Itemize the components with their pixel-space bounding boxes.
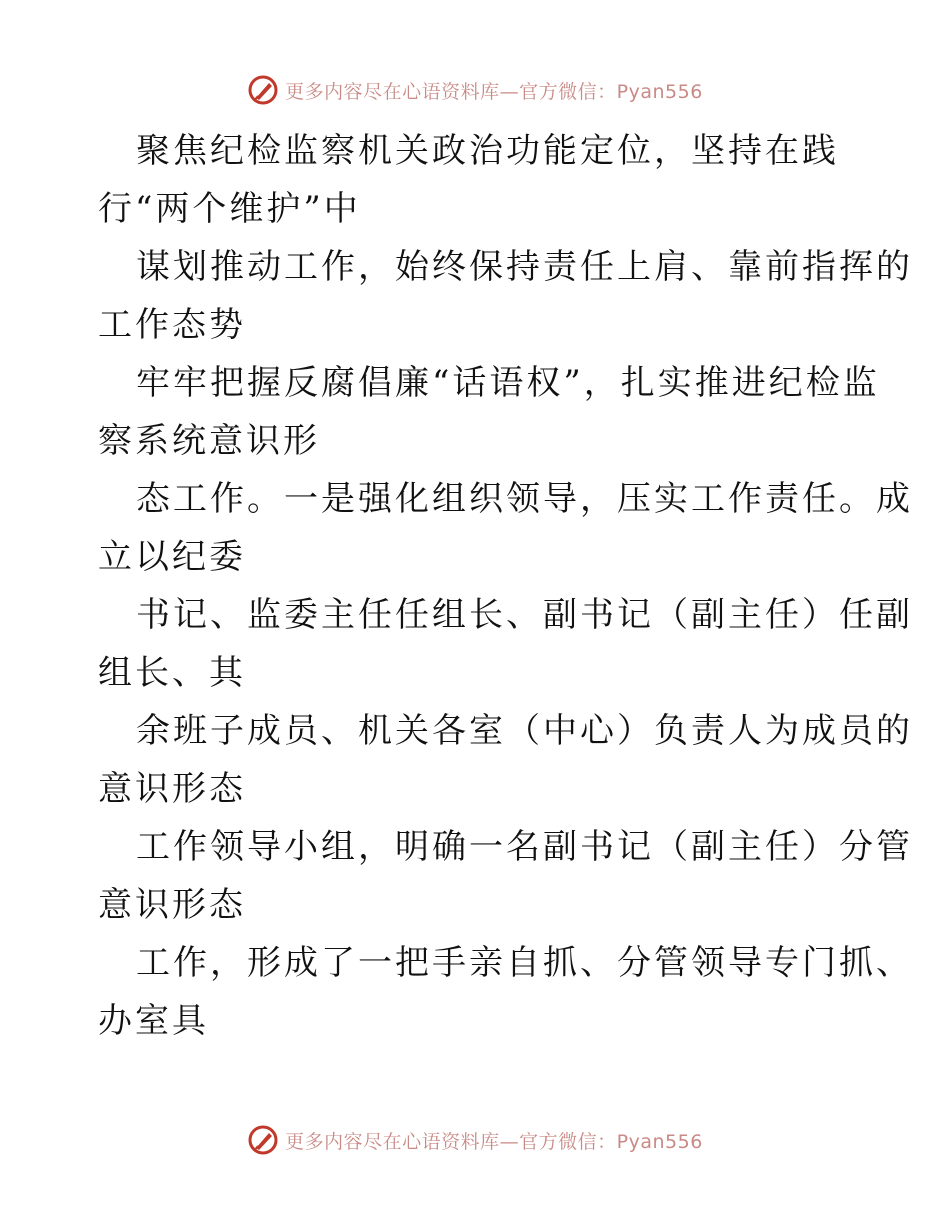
paragraph — [98, 934, 913, 1050]
paragraph-line: 牢牢把握反腐倡廉“话语权”，扎实推进纪检监 — [136, 363, 880, 403]
header-banner — [0, 70, 950, 110]
paragraph-line-continued: 组长、其 — [98, 653, 246, 693]
paragraph — [98, 586, 913, 702]
paragraph-line-continued: 立以纪委 — [98, 537, 246, 577]
paragraph-line: 工作领导小组，明确一名副书记（副主任）分管 — [136, 827, 913, 867]
paragraph — [98, 702, 913, 818]
paragraph-line-continued: 行“两个维护”中 — [98, 189, 361, 229]
paragraph — [98, 354, 880, 470]
paragraph-line-continued: 察系统意识形 — [98, 421, 320, 461]
paragraph — [98, 470, 913, 586]
paragraph — [98, 238, 913, 354]
paragraph-line: 谋划推动工作，始终保持责任上肩、靠前指挥的 — [136, 247, 913, 287]
footer-banner — [0, 1120, 950, 1160]
footer-banner-inner — [247, 1124, 703, 1156]
header-banner-label: 更多内容尽在心语资料库—官方微信： — [285, 80, 617, 103]
paragraph-line: 余班子成员、机关各室（中心）负责人为成员的 — [136, 711, 913, 751]
paragraph-line: 书记、监委主任任组长、副书记（副主任）任副 — [136, 595, 913, 635]
paragraph-line: 工作，形成了一把手亲自抓、分管领导专门抓、 — [136, 943, 913, 983]
header-banner-text — [285, 77, 703, 104]
paragraph-line-continued: 意识形态 — [98, 885, 246, 925]
document-body — [98, 122, 913, 1050]
quill-pen-logo-icon — [247, 74, 279, 106]
header-wechat-id: Pyan556 — [616, 80, 703, 103]
paragraph-line-continued: 工作态势 — [98, 305, 246, 345]
quill-pen-logo-icon — [247, 1124, 279, 1156]
paragraph-line-continued: 办室具 — [98, 1001, 209, 1041]
header-banner-inner — [247, 74, 703, 106]
paragraph-line-continued: 意识形态 — [98, 769, 246, 809]
footer-banner-label: 更多内容尽在心语资料库—官方微信： — [285, 1130, 617, 1153]
paragraph-line: 聚焦纪检监察机关政治功能定位，坚持在践 — [136, 131, 839, 171]
paragraph-line: 态工作。一是强化组织领导，压实工作责任。成 — [136, 479, 913, 519]
paragraph — [98, 818, 913, 934]
paragraph — [98, 122, 858, 238]
footer-banner-text — [285, 1127, 703, 1154]
footer-wechat-id: Pyan556 — [616, 1130, 703, 1153]
